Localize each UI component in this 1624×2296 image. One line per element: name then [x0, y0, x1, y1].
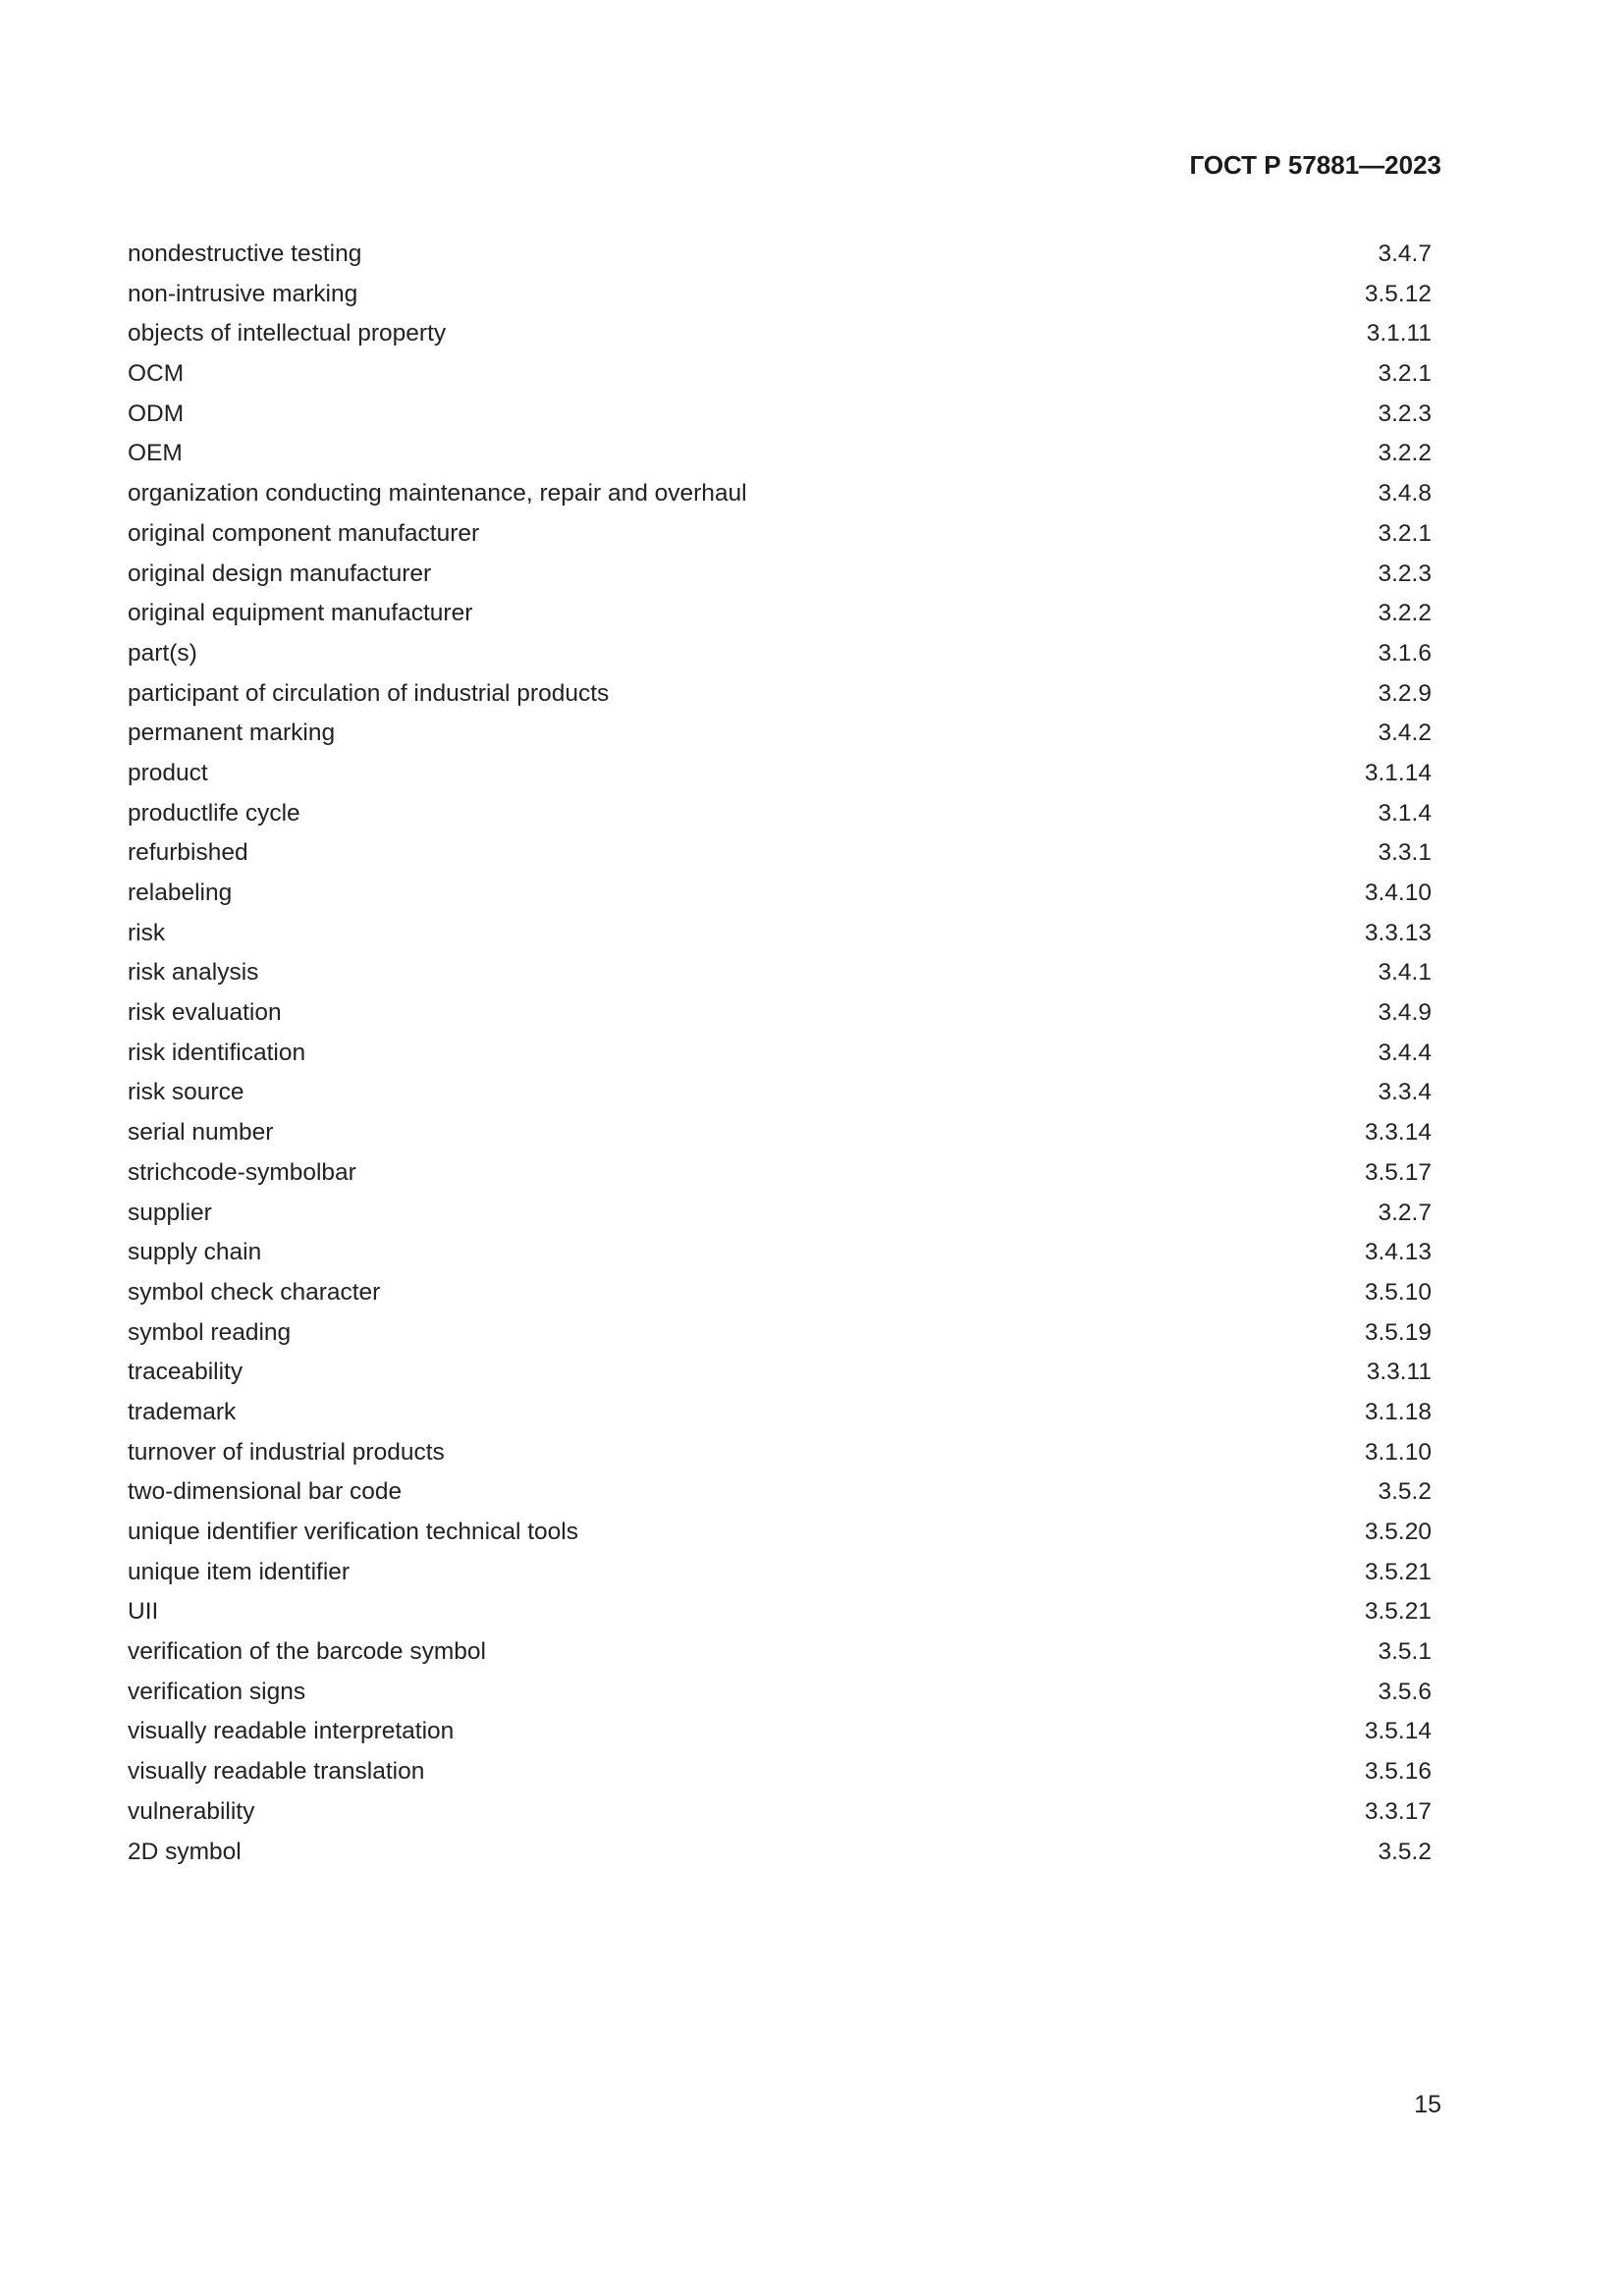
index-entry [128, 1833, 1432, 1873]
index-term: risk analysis [128, 959, 259, 987]
index-entry [128, 953, 1432, 993]
index-term: vulnerability [128, 1797, 255, 1825]
index-term: original equipment manufacturer [128, 600, 473, 627]
index-reference: 3.5.21 [1364, 1558, 1432, 1585]
index-term: symbol check character [128, 1278, 381, 1306]
index-entry [128, 395, 1432, 435]
index-term: permanent marking [128, 720, 336, 747]
index-term: strichcode-symbolbar [128, 1158, 356, 1186]
index-reference: 3.2.3 [1378, 560, 1432, 587]
index-entry [128, 514, 1432, 555]
index-term: part(s) [128, 639, 197, 667]
index-reference: 3.5.14 [1364, 1718, 1432, 1745]
index-term: original design manufacturer [128, 560, 432, 587]
index-term: UII [128, 1598, 159, 1626]
term-index-list [128, 235, 1432, 1872]
index-entry [128, 874, 1432, 914]
index-reference: 3.5.1 [1378, 1638, 1432, 1666]
index-term: nondestructive testing [128, 240, 362, 267]
index-term: non-intrusive marking [128, 280, 358, 307]
index-term: original component manufacturer [128, 519, 480, 547]
index-term: participant of circulation of industrial products [128, 679, 610, 707]
index-term: OCM [128, 360, 185, 388]
index-reference: 3.4.9 [1378, 999, 1432, 1027]
index-entry [128, 1153, 1432, 1194]
index-reference: 3.3.11 [1366, 1359, 1432, 1386]
index-term: risk evaluation [128, 999, 282, 1027]
index-entry [128, 634, 1432, 674]
index-term: organization conducting maintenance, repair and overhaul [128, 480, 747, 507]
index-term: objects of intellectual property [128, 320, 447, 347]
index-reference: 3.4.10 [1364, 880, 1432, 906]
index-entry [128, 1712, 1432, 1752]
index-entry [128, 434, 1432, 474]
index-term: verification signs [128, 1678, 306, 1705]
index-reference: 3.3.1 [1378, 839, 1432, 867]
index-reference: 3.4.7 [1378, 240, 1432, 267]
index-reference: 3.3.14 [1364, 1119, 1432, 1147]
index-reference: 3.2.9 [1378, 679, 1432, 707]
index-entry [128, 1433, 1432, 1473]
index-entry [128, 993, 1432, 1034]
index-entry [128, 754, 1432, 794]
index-entry [128, 1233, 1432, 1273]
index-entry [128, 1752, 1432, 1792]
index-entry [128, 1273, 1432, 1313]
index-reference: 3.4.13 [1364, 1239, 1432, 1266]
index-reference: 3.1.6 [1378, 639, 1432, 667]
index-entry [128, 354, 1432, 395]
index-term: verification of the barcode symbol [128, 1638, 486, 1666]
index-reference: 3.5.2 [1378, 1838, 1432, 1865]
index-entry [128, 794, 1432, 834]
index-term: serial number [128, 1119, 274, 1147]
index-term: two-dimensional bar code [128, 1478, 403, 1506]
index-reference: 3.5.12 [1364, 280, 1432, 307]
index-term: product [128, 759, 208, 786]
index-entry [128, 1673, 1432, 1713]
index-term: OEM [128, 440, 183, 467]
index-entry [128, 714, 1432, 754]
index-term: ODM [128, 400, 185, 427]
index-reference: 3.4.2 [1378, 720, 1432, 747]
index-entry [128, 235, 1432, 275]
index-reference: 3.2.3 [1378, 400, 1432, 427]
index-reference: 3.2.2 [1378, 600, 1432, 627]
document-header: ГОСТ Р 57881—2023 [1189, 150, 1441, 180]
index-entry [128, 1513, 1432, 1553]
index-entry [128, 314, 1432, 354]
index-entry [128, 1553, 1432, 1593]
index-reference: 3.3.17 [1364, 1797, 1432, 1825]
page-number: 15 [1414, 2091, 1441, 2118]
index-term: relabeling [128, 880, 233, 906]
index-entry [128, 1194, 1432, 1234]
index-reference: 3.4.1 [1378, 959, 1432, 987]
index-reference: 3.5.10 [1364, 1278, 1432, 1306]
index-term: unique identifier verification technical tools [128, 1519, 578, 1545]
index-reference: 3.5.17 [1364, 1158, 1432, 1186]
index-reference: 3.3.4 [1378, 1079, 1432, 1106]
index-term: risk source [128, 1079, 244, 1106]
index-entry [128, 914, 1432, 954]
index-term: supply chain [128, 1239, 262, 1266]
index-term: turnover of industrial products [128, 1438, 445, 1466]
index-reference: 3.1.14 [1364, 759, 1432, 786]
index-reference: 3.5.6 [1378, 1678, 1432, 1705]
index-reference: 3.2.2 [1378, 440, 1432, 467]
index-reference: 3.5.16 [1364, 1758, 1432, 1786]
index-term: trademark [128, 1398, 237, 1425]
index-term: 2D symbol [128, 1838, 242, 1865]
index-term: visually readable translation [128, 1758, 425, 1786]
index-term: symbol reading [128, 1318, 292, 1346]
index-reference: 3.1.18 [1364, 1398, 1432, 1425]
index-entry [128, 1073, 1432, 1113]
index-term: risk identification [128, 1039, 306, 1066]
index-reference: 3.2.1 [1378, 360, 1432, 388]
index-term: supplier [128, 1199, 212, 1226]
index-entry [128, 1113, 1432, 1153]
index-term: unique item identifier [128, 1558, 351, 1585]
index-entry [128, 1632, 1432, 1673]
index-reference: 3.5.19 [1364, 1318, 1432, 1346]
index-reference: 3.4.8 [1378, 480, 1432, 507]
index-entry [128, 1034, 1432, 1074]
index-reference: 3.2.7 [1378, 1199, 1432, 1226]
index-entry [128, 1313, 1432, 1354]
index-reference: 3.3.13 [1364, 919, 1432, 946]
index-term: refurbished [128, 839, 248, 867]
index-reference: 3.2.1 [1378, 519, 1432, 547]
index-entry [128, 1792, 1432, 1833]
index-reference: 3.4.4 [1378, 1039, 1432, 1066]
index-reference: 3.1.10 [1364, 1438, 1432, 1466]
index-term: visually readable interpretation [128, 1718, 455, 1745]
index-reference: 3.5.20 [1364, 1519, 1432, 1545]
index-entry [128, 1353, 1432, 1393]
index-entry [128, 275, 1432, 315]
index-entry [128, 674, 1432, 715]
index-reference: 3.5.21 [1364, 1598, 1432, 1626]
index-term: traceability [128, 1359, 244, 1386]
index-entry [128, 555, 1432, 595]
index-entry [128, 1393, 1432, 1433]
index-entry [128, 1472, 1432, 1513]
index-reference: 3.5.2 [1378, 1478, 1432, 1506]
index-entry [128, 833, 1432, 874]
index-entry [128, 474, 1432, 514]
index-reference: 3.1.11 [1366, 320, 1432, 347]
index-term: risk [128, 919, 166, 946]
index-entry [128, 594, 1432, 634]
index-entry [128, 1592, 1432, 1632]
index-term: productlife cycle [128, 799, 300, 827]
index-reference: 3.1.4 [1378, 799, 1432, 827]
